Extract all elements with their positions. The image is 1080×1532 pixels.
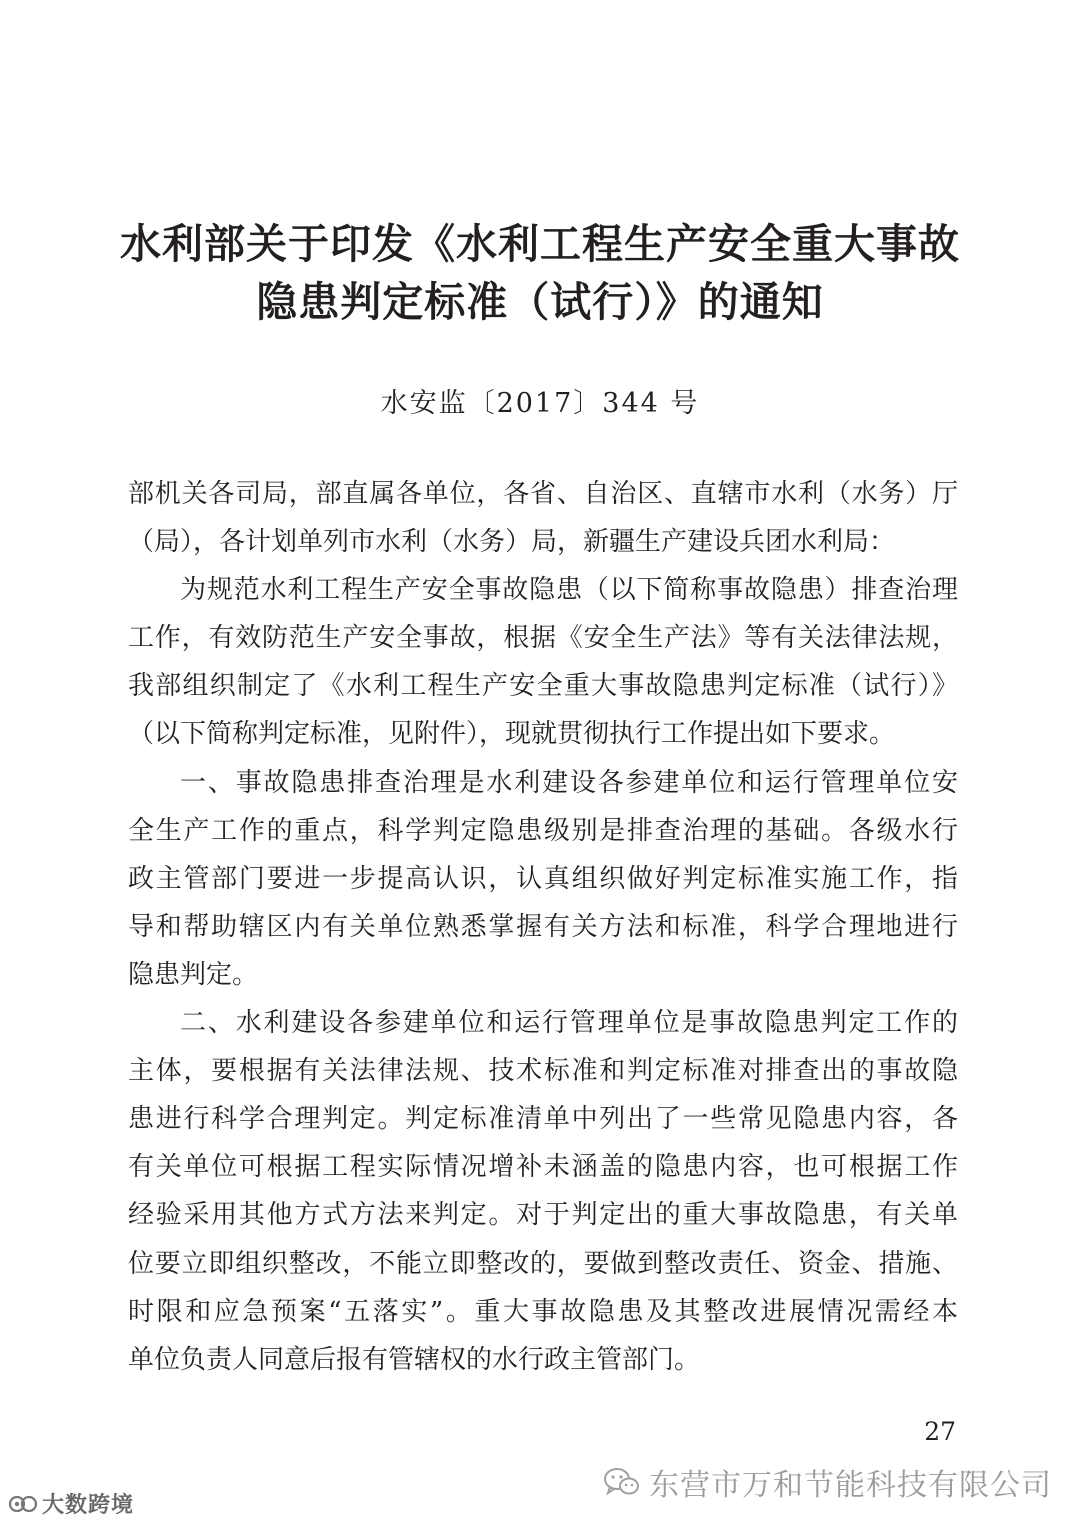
paragraph-line: 导和帮助辖区内有关单位熟悉掌握有关方法和标准，科学合理地进行 — [128, 911, 958, 942]
source-logo-text: 大数跨境 — [42, 1493, 135, 1518]
paragraph-line: 为规范水利工程生产安全事故隐患（以下简称事故隐患）排查治理 — [180, 575, 958, 606]
paragraph-line: 政主管部门要进一步提高认识，认真组织做好判定标准实施工作，指 — [128, 863, 958, 894]
paragraph-line: 主体，要根据有关法律法规、技术标准和判定标准对排查出的事故隐 — [128, 1056, 958, 1087]
paragraph-line: 我部组织制定了《水利工程生产安全重大事故隐患判定标准（试行）》 — [128, 671, 958, 702]
paragraph-line: （局），各计划单列市水利（水务）局，新疆生产建设兵团水利局： — [128, 527, 896, 558]
paragraph — [128, 999, 958, 1384]
document-title-line-1: 水利部关于印发《水利工程生产安全重大事故 — [120, 220, 960, 268]
paragraph-line: 时限和应急预案“五落实”。重大事故隐患及其整改进展情况需经本 — [128, 1296, 958, 1327]
document-number: 水安监〔2017〕344 号 — [380, 388, 700, 419]
wechat-icon — [603, 1466, 641, 1498]
paragraph — [128, 566, 958, 758]
paragraph-line: 单位负责人同意后报有管辖权的水行政主管部门。 — [128, 1344, 701, 1375]
paragraph-line: 二、水利建设各参建单位和运行管理单位是事故隐患判定工作的 — [180, 1008, 958, 1039]
paragraph-line: 一、事故隐患排查治理是水利建设各参建单位和运行管理单位安 — [180, 767, 958, 798]
dashu-logo-icon — [8, 1491, 38, 1517]
page-number: 27 — [924, 1417, 956, 1446]
paragraph — [128, 759, 958, 999]
paragraph-line: 经验采用其他方式方法来判定。对于判定出的重大事故隐患，有关单 — [128, 1200, 958, 1231]
paragraph-line: 隐患判定。 — [128, 959, 259, 990]
paragraph-line: 工作，有效防范生产安全事故，根据《安全生产法》等有关法律法规， — [128, 623, 958, 654]
watermark-text: 东营市万和节能科技有限公司 — [649, 1468, 1052, 1503]
paragraph — [128, 470, 958, 566]
paragraph-line: 患进行科学合理判定。判定标准清单中列出了一些常见隐患内容，各 — [128, 1104, 958, 1135]
paragraph-line: 位要立即组织整改，不能立即整改的，要做到整改责任、资金、措施、 — [128, 1248, 958, 1279]
source-logo — [8, 1488, 134, 1519]
paragraph-line: 部机关各司局，部直属各单位，各省、自治区、直辖市水利（水务）厅 — [128, 479, 958, 509]
paragraph-line: （以下简称判定标准，见附件），现就贯彻执行工作提出如下要求。 — [128, 719, 896, 750]
paragraph-line: 有关单位可根据工程实际情况增补未涵盖的隐患内容，也可根据工作 — [128, 1152, 958, 1183]
wechat-watermark — [603, 1460, 1052, 1504]
document-title-line-2: 隐患判定标准（试行）》的通知 — [256, 278, 824, 326]
paragraph-line: 全生产工作的重点，科学判定隐患级别是排查治理的基础。各级水行 — [128, 815, 958, 846]
document-body — [128, 470, 958, 1384]
